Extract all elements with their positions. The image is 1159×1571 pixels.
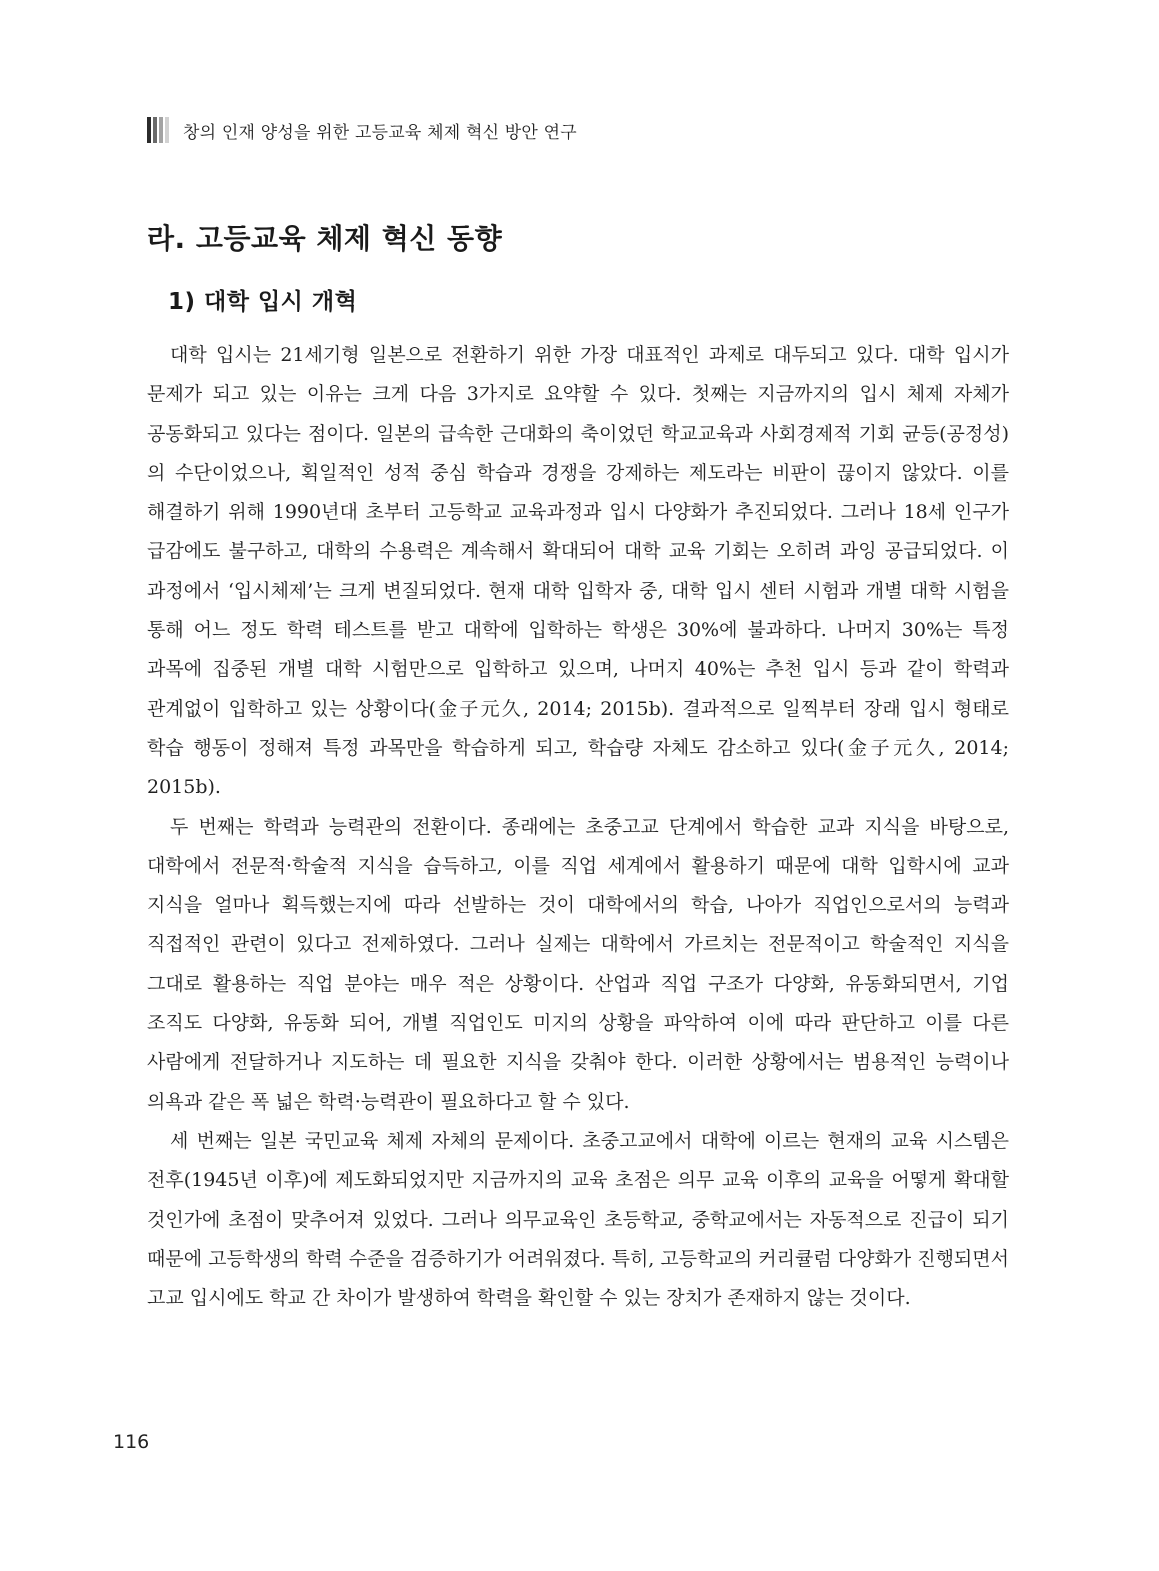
section-title: 라. 고등교육 체제 혁신 동향 xyxy=(147,222,503,255)
running-header-title: 창의 인재 양성을 위한 고등교육 체제 혁신 방안 연구 xyxy=(183,122,577,143)
header-bar-ornament xyxy=(147,117,171,143)
page-number: 116 xyxy=(113,1431,150,1453)
paragraph-1: 대학 입시는 21세기형 일본으로 전환하기 위한 가장 대표적인 과제로 대두되고 있다. 대학 입시가 문제가 되고 있는 이유는 크게 다음 3가지로 요약할 수 있다. 첫째는 지금까지의 입시 체제 자체가 공동화되고 있다는 점이다. 일본의 급속한 근대화의 축이었던 학교교육과 사회경제적 기회 균등(공정성)의 수단이었으나, 획일적인 성적 중심 학습과 경쟁을 강제하는 제도라는 비판이 끊이지 않았다. 이를 해결하기 위해 1990년대 초부터 고등학교 교육과정과 입시 다양화가 추진되었다. 그러나 18세 인구가 급감에도 불구하고, 대학의 수용력은 계속해서 확대되어 대학 교육 기회는 오히려 과잉 공급되었다. 이 과정에서 ‘입시체제’는 크게 변질되었다. 현재 대학 입학자 중, 대학 입시 센터 시험과 개별 대학 시험을 통해 어느 정도 학력 테스트를 받고 대학에 입학하는 학생은 30%에 불과하다. 나머지 30%는 특정 과목에 집중된 개별 대학 시험만으로 입학하고 있으며, 나머지 40%는 추천 입시 등과 같이 학력과 관계없이 입학하고 있는 상황이다(金子元久, 2014; 2015b). 결과적으로 일찍부터 장래 입시 형태로 학습 행동이 정해져 특정 과목만을 학습하게 되고, 학습량 자체도 감소하고 있다(金子元久, 2014; 2015b). xyxy=(147,344,1009,799)
subsection-title: 1) 대학 입시 개혁 xyxy=(168,289,358,315)
running-header xyxy=(147,116,577,144)
paragraph-2: 두 번째는 학력과 능력관의 전환이다. 종래에는 초중고교 단계에서 학습한 교과 지식을 바탕으로, 대학에서 전문적·학술적 지식을 습득하고, 이를 직업 세계에서 활용하기 때문에 대학 입학시에 교과 지식을 얼마나 획득했는지에 따라 선발하는 것이 대학에서의 학습, 나아가 직업인으로서의 능력과 직접적인 관련이 있다고 전제하였다. 그러나 실제는 대학에서 가르치는 전문적이고 학술적인 지식을 그대로 활용하는 직업 분야는 매우 적은 상황이다. 산업과 직업 구조가 다양화, 유동화되면서, 기업 조직도 다양화, 유동화 되어, 개별 직업인도 미지의 상황을 파악하여 이에 따라 판단하고 이를 다른 사람에게 전달하거나 지도하는 데 필요한 지식을 갖춰야 한다. 이러한 상황에서는 범용적인 능력이나 의욕과 같은 폭 넓은 학력·능력관이 필요하다고 할 수 있다. xyxy=(147,815,1009,1113)
body-text xyxy=(147,336,1009,1318)
paragraph-3: 세 번째는 일본 국민교육 체제 자체의 문제이다. 초중고교에서 대학에 이르는 현재의 교육 시스템은 전후(1945년 이후)에 제도화되었지만 지금까지의 교육 초점은 의무 교육 이후의 교육을 어떻게 확대할 것인가에 초점이 맞추어져 있었다. 그러나 의무교육인 초등학교, 중학교에서는 자동적으로 진급이 되기 때문에 고등학생의 학력 수준을 검증하기가 어려워졌다. 특히, 고등학교의 커리큘럼 다양화가 진행되면서 고교 입시에도 학교 간 차이가 발생하여 학력을 확인할 수 있는 장치가 존재하지 않는 것이다. xyxy=(147,1129,1009,1310)
